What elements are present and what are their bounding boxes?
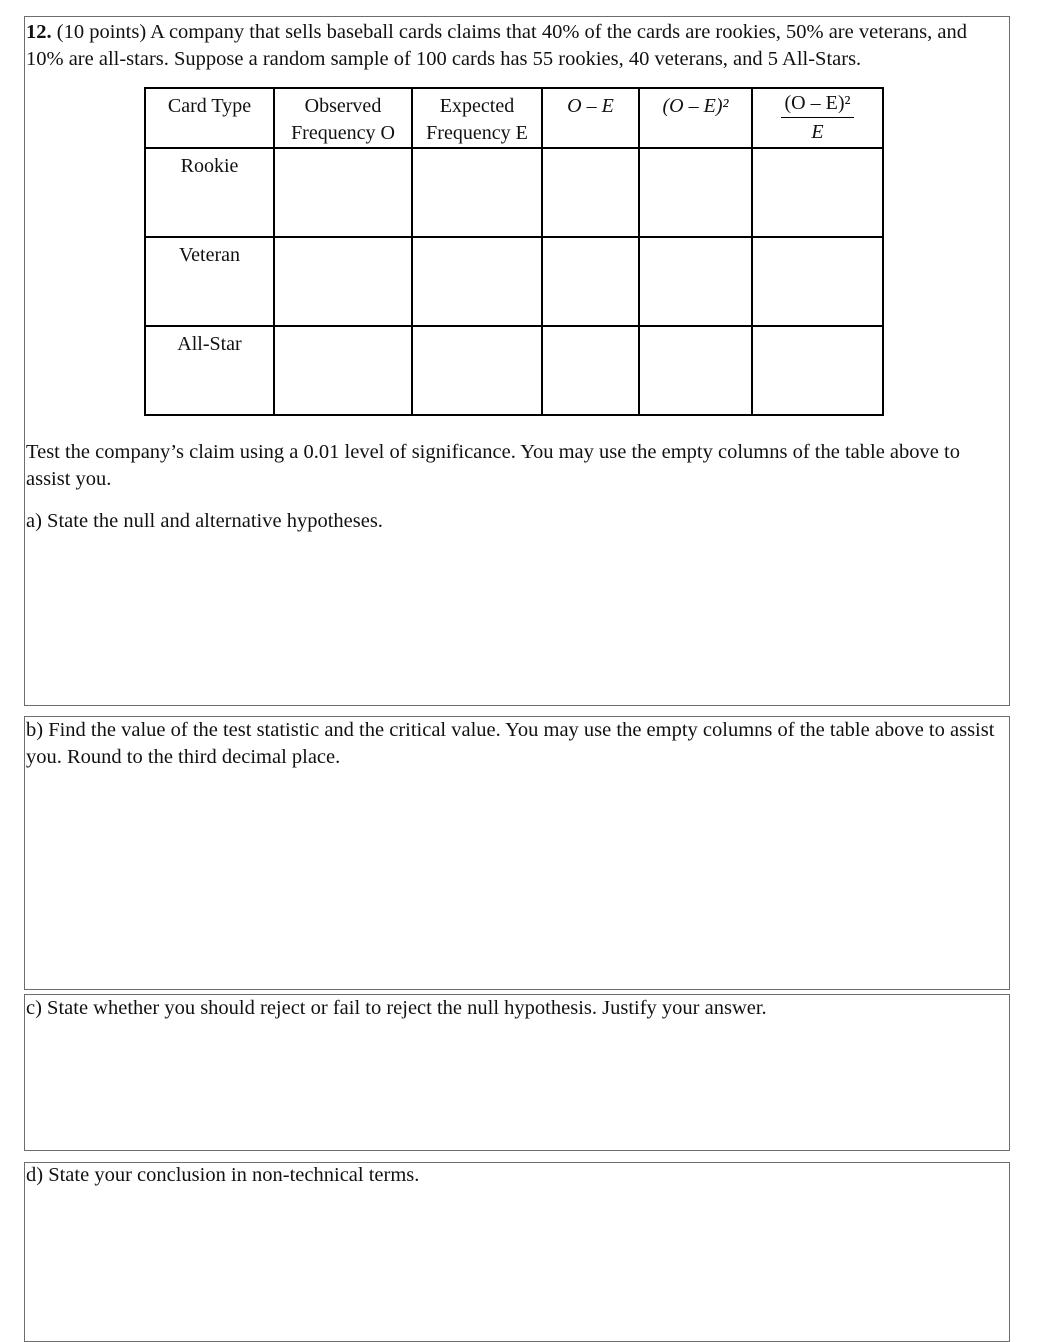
part-d-prompt: d) State your conclusion in non-technical terms. [26,1164,420,1186]
row-label-all-star: All-Star [145,326,274,415]
table-row [145,326,883,415]
header-expected: Expected Frequency E [412,88,542,148]
cell-expected[interactable] [412,237,542,326]
question-number: 12. [26,21,52,43]
cell-observed[interactable] [274,237,412,326]
part-d-box[interactable] [24,1162,1010,1342]
question-intro: (10 points) A company that sells baseball cards claims that 40% of the cards are rookies, 50% are veterans, and 10% are all-stars. Suppose a random sample of 100 cards has 55 rookies, 40 veterans, and 5 All-Stars. [26,21,968,70]
header-o-minus-e: O – E [542,88,639,148]
cell-o-minus-e-squared[interactable] [639,148,752,237]
header-o-minus-e-squared: (O – E)² [639,88,752,148]
table-header-row [145,88,883,148]
cell-o-minus-e[interactable] [542,148,639,237]
part-c-prompt: c) State whether you should reject or fail to reject the null hypothesis. Justify your answer. [26,997,767,1019]
header-observed: Observed Frequency O [274,88,412,148]
ratio-numerator: (O – E)² [781,91,855,118]
row-label-rookie: Rookie [145,148,274,237]
cell-o-minus-e[interactable] [542,237,639,326]
question-text [26,19,1004,73]
part-b-prompt: b) Find the value of the test statistic and the critical value. You may use the empty columns of the table above to assist you. Round to the third decimal place. [26,719,995,768]
table-row [145,237,883,326]
cell-o-minus-e-squared[interactable] [639,237,752,326]
frequency-table [144,87,884,416]
header-card-type: Card Type [145,88,274,148]
cell-expected[interactable] [412,326,542,415]
cell-ratio[interactable] [752,326,883,415]
part-a-prompt: a) State the null and alternative hypotheses. [26,510,383,532]
cell-o-minus-e[interactable] [542,326,639,415]
ratio-denominator: E [811,121,824,143]
cell-observed[interactable] [274,326,412,415]
cell-ratio[interactable] [752,148,883,237]
table-row [145,148,883,237]
cell-observed[interactable] [274,148,412,237]
header-ratio [752,88,883,148]
cell-expected[interactable] [412,148,542,237]
instructions-text: Test the company’s claim using a 0.01 level of significance. You may use the empty columns of the table above to assist you. [26,441,960,490]
cell-o-minus-e-squared[interactable] [639,326,752,415]
row-label-veteran: Veteran [145,237,274,326]
cell-ratio[interactable] [752,237,883,326]
